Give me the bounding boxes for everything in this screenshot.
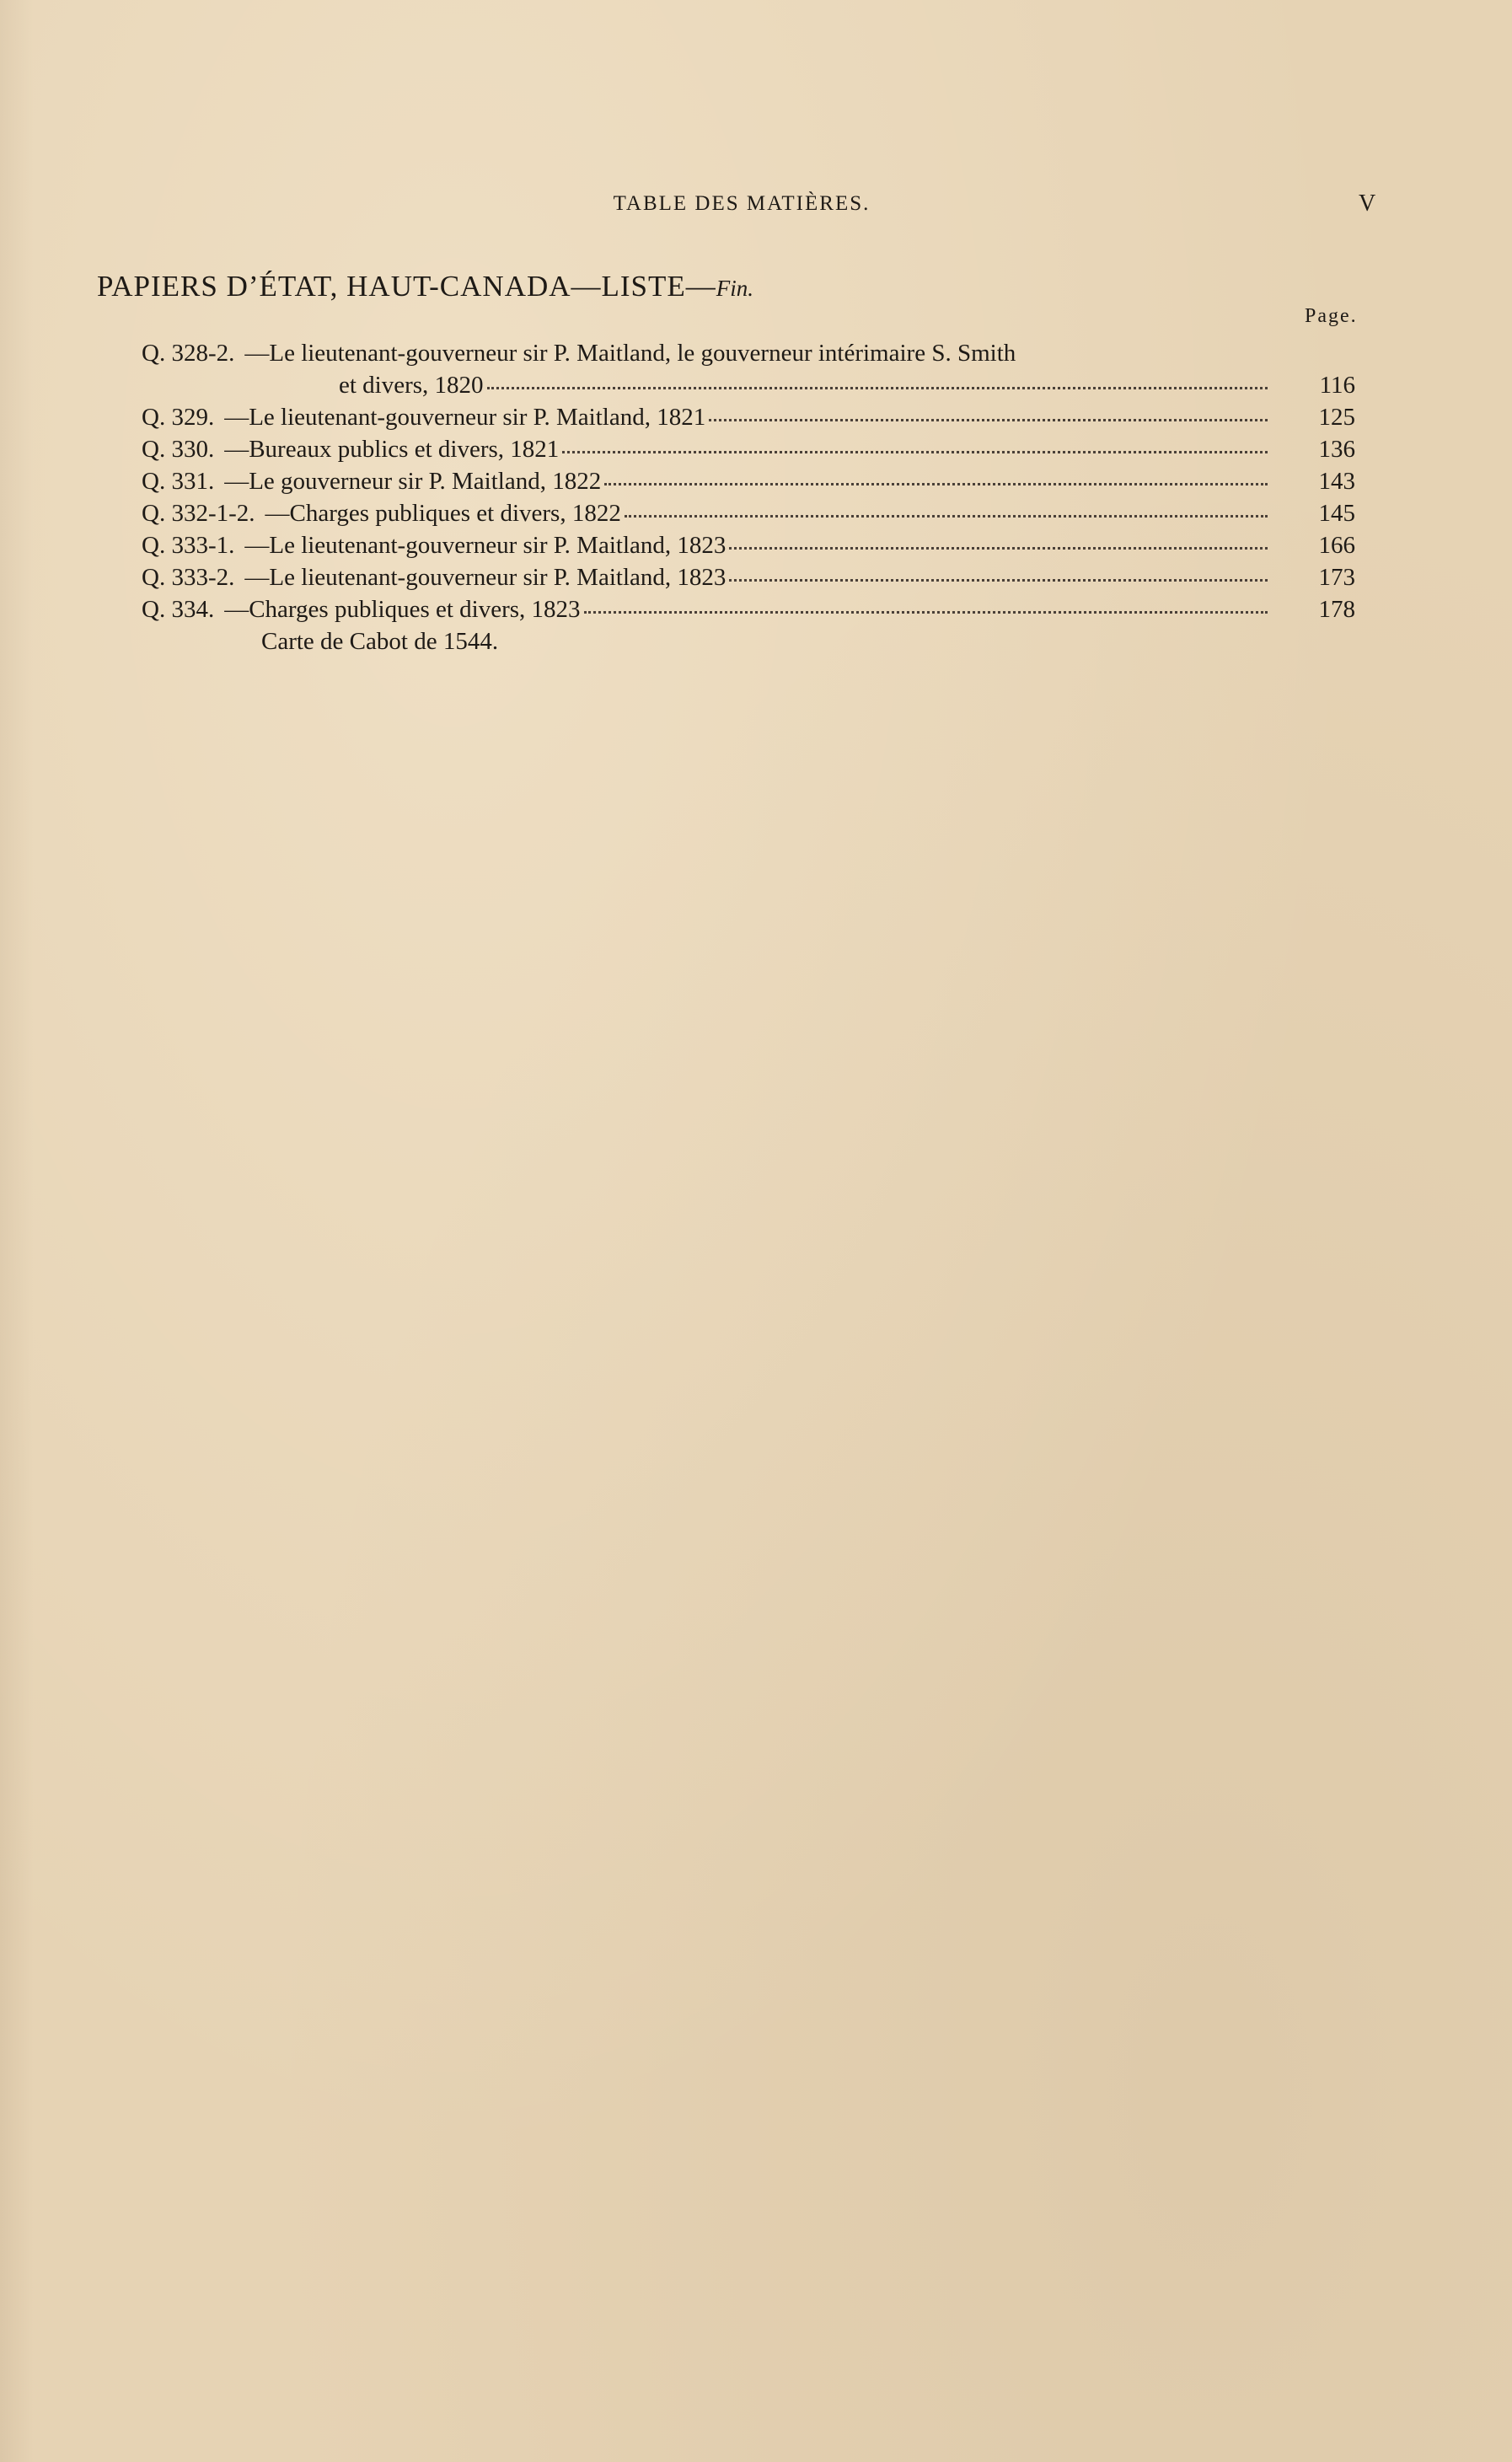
- entry-code: Q. 333-1.: [142, 532, 235, 559]
- toc-entry: [142, 593, 1355, 625]
- entry-page-number: 173: [1318, 564, 1355, 591]
- entry-title: —Bureaux publics et divers, 1821: [224, 436, 560, 463]
- entry-title: —Le lieutenant-gouverneur sir P. Maitland, 1821: [224, 404, 706, 431]
- entry-page-number: 178: [1318, 596, 1355, 623]
- table-of-contents: [142, 337, 1355, 657]
- toc-entry: [142, 561, 1355, 593]
- entry-title: —Le lieutenant-gouverneur sir P. Maitland, 1823: [244, 532, 727, 559]
- toc-entry: [142, 497, 1355, 529]
- running-head: [0, 189, 1512, 223]
- entry-title-continuation: et divers, 1820: [339, 372, 484, 399]
- toc-entry: [142, 529, 1355, 561]
- entry-code: Q. 331.: [142, 468, 215, 495]
- section-heading-suffix: Fin.: [716, 276, 754, 301]
- entry-page-number: 116: [1319, 372, 1355, 399]
- entry-code: Q. 329.: [142, 404, 215, 431]
- dot-leader: [487, 368, 1268, 389]
- toc-entry-continuation: [142, 369, 1355, 401]
- entry-page-number: 136: [1318, 436, 1355, 463]
- entry-page-number: 166: [1318, 532, 1355, 559]
- entry-subtitle: Carte de Cabot de 1544.: [261, 628, 499, 655]
- entry-code: Q. 330.: [142, 436, 215, 463]
- section-heading-text: PAPIERS D’ÉTAT, HAUT-CANADA—LISTE—: [97, 270, 716, 303]
- section-heading: [97, 270, 753, 303]
- dot-leader: [709, 400, 1268, 421]
- running-title: TABLE DES MATIÈRES.: [613, 192, 871, 215]
- page-folio: V: [1359, 190, 1376, 217]
- dot-leader: [625, 496, 1268, 518]
- dot-leader: [729, 528, 1268, 550]
- dot-leader: [562, 432, 1268, 453]
- entry-title: —Charges publiques et divers, 1823: [224, 596, 581, 623]
- dot-leader: [584, 593, 1268, 614]
- toc-entry: [142, 337, 1355, 369]
- dot-leader: [604, 464, 1268, 485]
- toc-entry: [142, 465, 1355, 497]
- entry-page-number: 143: [1318, 468, 1355, 495]
- toc-entry-subtitle: [142, 625, 1355, 657]
- entry-title: —Charges publiques et divers, 1822: [265, 500, 621, 527]
- entry-page-number: 145: [1318, 500, 1355, 527]
- entry-title: —Le lieutenant-gouverneur sir P. Maitland, 1823: [244, 564, 727, 591]
- entry-code: Q. 332-1-2.: [142, 500, 255, 527]
- entry-code: Q. 333-2.: [142, 564, 235, 591]
- dot-leader: [729, 561, 1268, 582]
- toc-entry: [142, 433, 1355, 465]
- page-column-header: Page.: [1305, 305, 1358, 327]
- entry-page-number: 125: [1318, 404, 1355, 431]
- entry-title: —Le lieutenant-gouverneur sir P. Maitland, le gouverneur intérimaire S. Smith: [244, 340, 1016, 367]
- entry-code: Q. 328-2.: [142, 340, 235, 367]
- entry-code: Q. 334.: [142, 596, 215, 623]
- entry-title: —Le gouverneur sir P. Maitland, 1822: [224, 468, 602, 495]
- toc-entry: [142, 401, 1355, 433]
